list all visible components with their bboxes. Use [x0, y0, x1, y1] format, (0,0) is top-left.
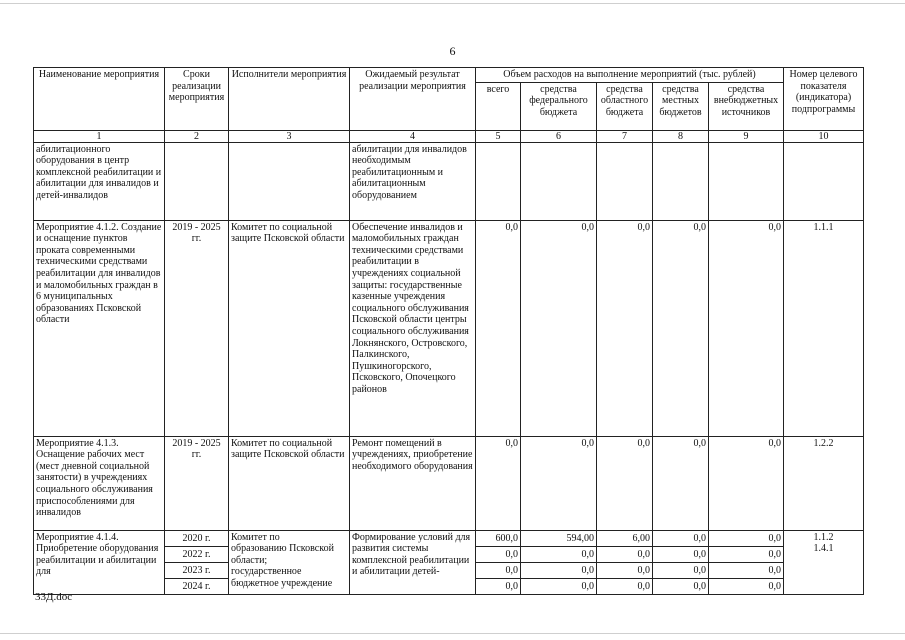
value-cell: 0,0	[597, 563, 652, 579]
table-row	[34, 436, 864, 530]
row-regional	[597, 142, 653, 220]
value-cell: 0,0	[709, 531, 783, 547]
row-result: Обеспечение инвалидов и маломобильных граждан техническими средствами реабилитации в учреждениях социальной защиты: государственные казенные учреждения социального обслуживания Псковской области центры социального обслуживания Локнянского, Островского, Палкинского, Пушкиногорского, Псковского, Опочецкого районов	[350, 220, 476, 436]
col-number: 7	[597, 130, 653, 142]
value-cell: 0,0	[709, 563, 783, 579]
value-cell: 0,0	[693, 580, 706, 592]
row-name: Мероприятие 4.1.4. Приобретение оборудования реабилитации и абилитации для	[34, 530, 165, 594]
file-name-footer: 33Д.doc	[35, 591, 73, 603]
row-indicator	[784, 530, 864, 594]
row-indicator	[784, 142, 864, 220]
row-extra	[709, 530, 784, 594]
table-row	[34, 220, 864, 436]
col-number: 2	[165, 130, 229, 142]
row-total: 0,0	[476, 436, 521, 530]
value-cell: 0,0	[505, 580, 518, 592]
row-federal	[521, 142, 597, 220]
value-cell: 0,0	[709, 547, 783, 563]
row-total	[476, 530, 521, 594]
header-federal: средства федерального бюджета	[521, 82, 597, 130]
col-number: 3	[229, 130, 350, 142]
col-number: 1	[34, 130, 165, 142]
row-result: абилитации для инвалидов необходимым реабилитационным и абилитационным оборудованием	[350, 142, 476, 220]
value-cell: 0,0	[637, 580, 650, 592]
value-cell: 600,0	[476, 531, 520, 547]
header-result: Ожидаемый результат реализации мероприятия	[350, 68, 476, 131]
col-number: 6	[521, 130, 597, 142]
year-cell: 2023 г.	[165, 563, 228, 579]
row-name: абилитационного оборудования в центр комплексной реабилитации и абилитации для инвалидов и детей-инвалидов	[34, 142, 165, 220]
value-cell: 0,0	[597, 547, 652, 563]
value-cell: 594,00	[521, 531, 596, 547]
row-federal	[521, 530, 597, 594]
expenses-table	[33, 67, 864, 595]
value-cell: 0,0	[653, 563, 708, 579]
header-extra: средства внебюджетных источников	[709, 82, 784, 130]
row-years	[165, 530, 229, 594]
row-extra	[709, 142, 784, 220]
col-number: 9	[709, 130, 784, 142]
column-number-row	[34, 130, 864, 142]
executor-line: Комитет по	[231, 531, 280, 543]
row-name: Мероприятие 4.1.3. Оснащение рабочих мест (мест дневной социальной занятости) в учреждениях социального обслуживания приспособлениями для инвалидов	[34, 436, 165, 530]
year-cell: 2020 г.	[165, 531, 228, 547]
value-cell: 0,0	[581, 580, 594, 592]
row-federal: 0,0	[521, 220, 597, 436]
value-cell: 0,0	[653, 547, 708, 563]
header-local: средства местных бюджетов	[653, 82, 709, 130]
row-local: 0,0	[653, 220, 709, 436]
col-number: 10	[784, 130, 864, 142]
value-cell: 0,0	[521, 547, 596, 563]
row-result: Формирование условий для развития системы комплексной реабилитации и абилитации детей-	[350, 530, 476, 594]
header-expenses-group: Объем расходов на выполнение мероприятий (тыс. рублей)	[476, 68, 784, 83]
row-name: Мероприятие 4.1.2. Создание и оснащение пунктов проката современными техническими средствами реабилитации для инвалидов и маломобильных граждан в 6 муниципальных образованиях Псковской области	[34, 220, 165, 436]
scan-artifact	[0, 633, 905, 634]
year-cell: 2024 г.	[182, 580, 211, 592]
page-number: 6	[449, 44, 456, 58]
value-cell: 0,0	[476, 563, 520, 579]
row-term: 2019 - 2025 гг.	[165, 436, 229, 530]
row-result: Ремонт помещений в учреждениях, приобретение необходимого оборудования	[350, 436, 476, 530]
table-row	[34, 530, 864, 594]
header-term: Сроки реализации мероприятия	[165, 68, 229, 131]
row-total	[476, 142, 521, 220]
row-executor	[229, 142, 350, 220]
executor-line: области;	[231, 554, 268, 566]
year-cell: 2022 г.	[165, 547, 228, 563]
col-number: 4	[350, 130, 476, 142]
row-indicator: 1.2.2	[784, 436, 864, 530]
header-total: всего	[476, 82, 521, 130]
scan-artifact	[0, 3, 905, 4]
row-extra: 0,0	[709, 436, 784, 530]
executor-line: бюджетное учреждение	[231, 577, 333, 589]
row-regional	[597, 530, 653, 594]
header-executor: Исполнители мероприятия	[229, 68, 350, 131]
value-cell: 0,0	[521, 563, 596, 579]
col-number: 5	[476, 130, 521, 142]
row-federal: 0,0	[521, 436, 597, 530]
row-regional: 0,0	[597, 220, 653, 436]
indicator-line: 1.4.1	[813, 543, 834, 555]
row-local	[653, 530, 709, 594]
row-local	[653, 142, 709, 220]
row-term: 2019 - 2025 гг.	[165, 220, 229, 436]
row-extra: 0,0	[709, 220, 784, 436]
row-regional: 0,0	[597, 436, 653, 530]
row-executor: Комитет по социальной защите Псковской области	[229, 436, 350, 530]
row-executor	[229, 530, 350, 594]
table-row	[34, 142, 864, 220]
header-name: Наименование мероприятия	[34, 68, 165, 131]
header-indicator: Номер целевого показателя (индикатора) подпрограммы	[784, 68, 864, 131]
header-regional: средства областного бюджета	[597, 82, 653, 130]
row-executor: Комитет по социальной защите Псковской области	[229, 220, 350, 436]
row-total: 0,0	[476, 220, 521, 436]
value-cell: 0,0	[768, 580, 781, 592]
executor-line: государственное	[231, 566, 302, 578]
row-local: 0,0	[653, 436, 709, 530]
value-cell: 0,0	[476, 547, 520, 563]
row-indicator: 1.1.1	[784, 220, 864, 436]
executor-line: образованию Псковской	[231, 543, 334, 555]
row-term	[165, 142, 229, 220]
col-number: 8	[653, 130, 709, 142]
indicator-line: 1.1.2	[813, 531, 834, 543]
value-cell: 0,0	[653, 531, 708, 547]
value-cell: 6,00	[597, 531, 652, 547]
